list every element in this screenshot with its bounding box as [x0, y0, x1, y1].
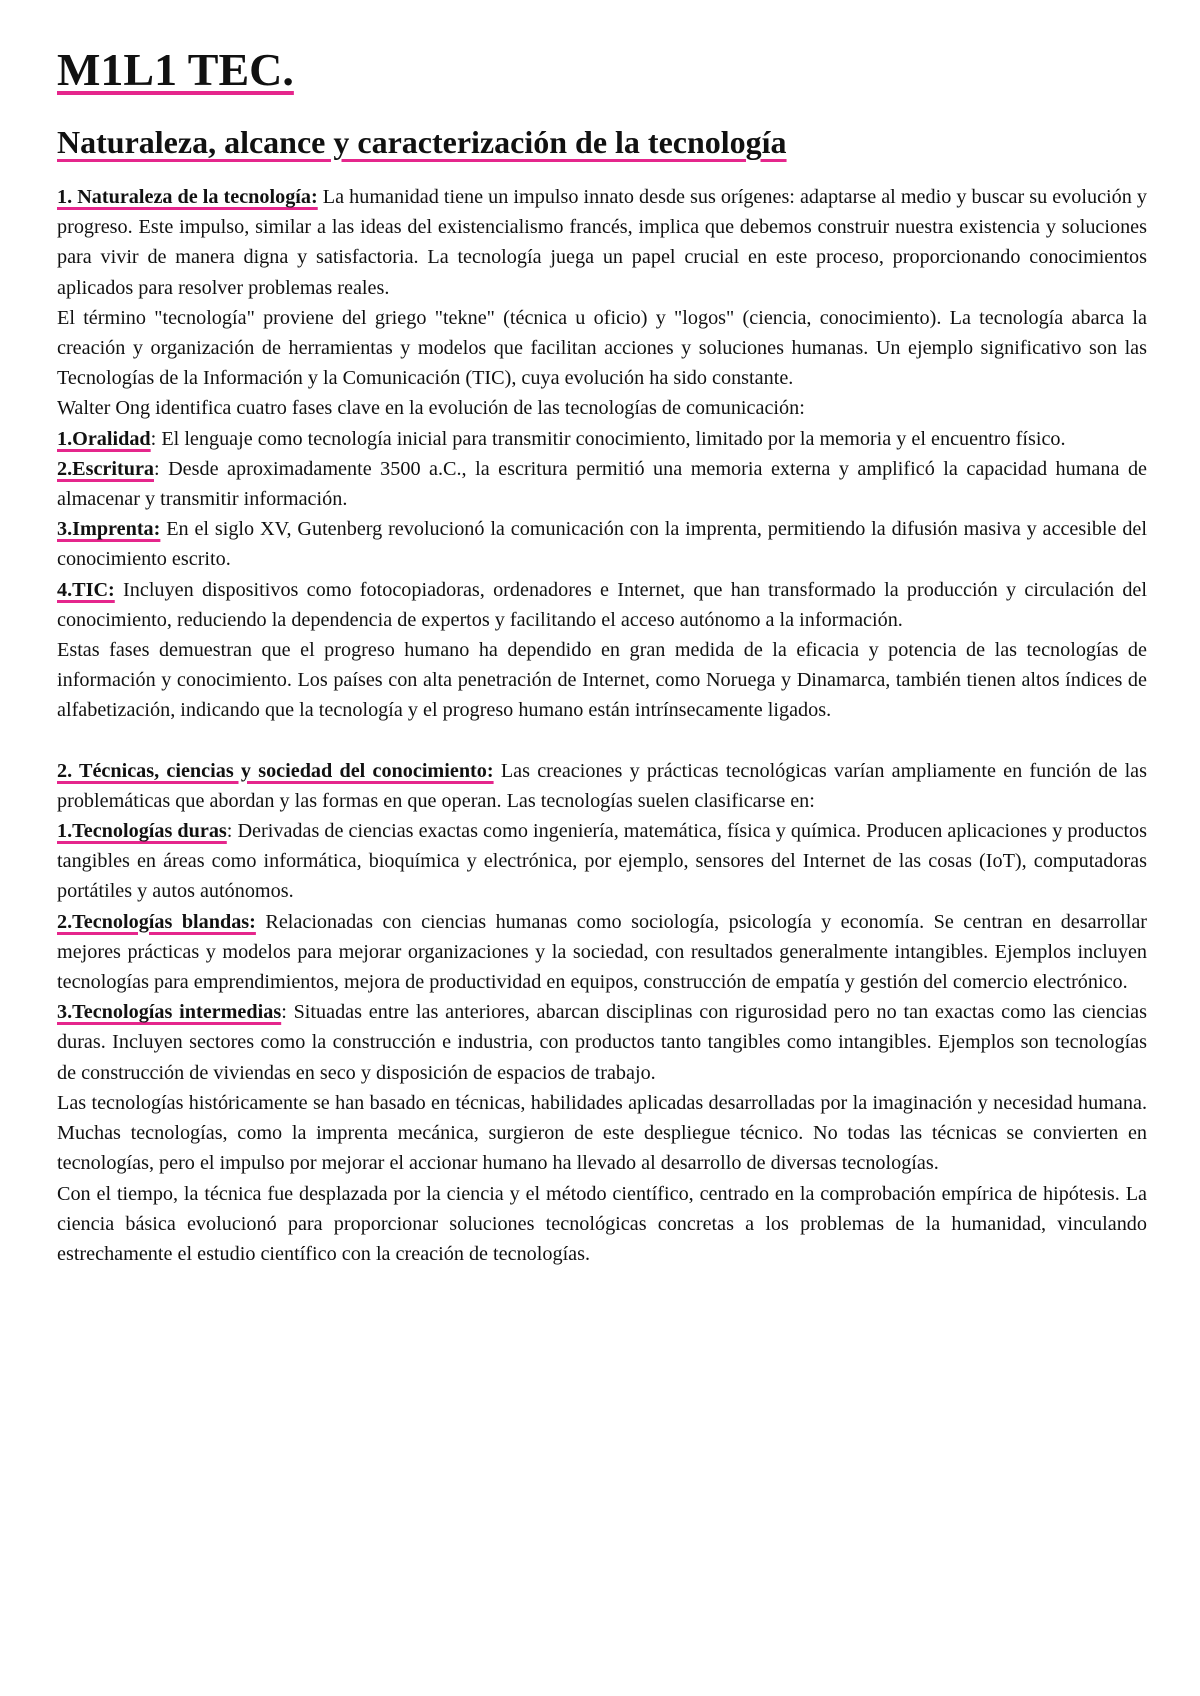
document-page — [57, 42, 1147, 1269]
tech-type-item: 1.Tecnologías duras: Derivadas de ciencias exactas como ingeniería, matemática, física y química. Producen aplicaciones y productos tangibles en áreas como informática, bioquímica y electrónica, por ejemplo, sensores del Internet de las cosas (IoT), computadoras portátiles y autos autónomos. — [57, 820, 1147, 903]
tech-type-item: 2.Tecnologías blandas: Relacionadas con ciencias humanas como sociología, psicología y economía. Se centran en desarrollar mejores prácticas y modelos para mejorar organizaciones y la sociedad, con resultados generalmente intangibles. Ejemplos incluyen tecnologías para emprendimientos, mejora de productividad en equipos, construcción de empatía y gestión del comercio electrónico. — [57, 910, 1148, 994]
phase-item: 1.Oralidad: El lenguaje como tecnología inicial para transmitir conocimiento, limitado por la memoria y el encuentro físico. — [57, 427, 1066, 450]
tech-type-item: 3.Tecnologías intermedias: Situadas entre las anteriores, abarcan disciplinas con rigurosidad pero no tan exactas como las ciencias duras. Incluyen sectores como la construcción e industria, con productos tanto tangibles como intangibles. Ejemplos son tecnologías de construcción de viviendas en seco y disposición de espacios de trabajo. — [57, 1001, 1147, 1084]
phase-label: 2.Escritura — [57, 457, 154, 480]
section-1-heading: 1. Naturaleza de la tecnología: — [57, 186, 318, 208]
tech-type-label: 1.Tecnologías duras — [57, 820, 227, 843]
phase-item: 3.Imprenta: En el siglo XV, Gutenberg revolucionó la comunicación con la imprenta, permitiendo la difusión masiva y accesible del conocimiento escrito. — [57, 518, 1147, 571]
phase-label: 4.TIC: — [57, 578, 115, 601]
tech-type-label: 3.Tecnologías intermedias — [57, 1001, 282, 1024]
section-2-heading: 2. Técnicas, ciencias y sociedad del conocimiento: — [57, 759, 494, 782]
paragraph: Las tecnologías históricamente se han basado en técnicas, habilidades aplicadas desarrolladas por la imaginación y necesidad humana. Muchas tecnologías, como la imprenta mecánica, surgieron de este despliegue técnico. No todas las técnicas se convierten en tecnologías, pero el impulso por mejorar el accionar humano ha llevado al desarrollo de diversas tecnologías. — [57, 1091, 1147, 1175]
document-title: M1L1 TEC. — [57, 44, 294, 95]
paragraph: Estas fases demuestran que el progreso humano ha dependido en gran medida de la eficacia y potencia de las tecnologías de información y conocimiento. Los países con alta penetración de Internet, como Noruega y Dinamarca, también tienen altos índices de alfabetización, indicando que la tecnología y el progreso humano están intrínsecamente ligados. — [57, 639, 1147, 722]
phase-label: 3.Imprenta: — [57, 518, 161, 541]
document-body — [57, 182, 1147, 1269]
paragraph: Con el tiempo, la técnica fue desplazada por la ciencia y el método científico, centrado en la comprobación empírica de hipótesis. La ciencia básica evolucionó para proporcionar soluciones tecnológicas concretas a los problemas de la humanidad, vinculando estrechamente el estudio científico con la creación de tecnologías. — [57, 1182, 1147, 1265]
phase-item: 4.TIC: Incluyen dispositivos como fotocopiadoras, ordenadores e Internet, que han transformado la producción y circulación del conocimiento, reduciendo la dependencia de expertos y facilitando el acceso autónomo a la información. — [57, 578, 1147, 631]
phase-label: 1.Oralidad — [57, 427, 151, 450]
section-spacer — [57, 726, 1147, 756]
paragraph: El término "tecnología" proviene del griego "tekne" (técnica u oficio) y "logos" (ciencia, conocimiento). La tecnología abarca la creación y organización de herramientas y modelos que facilitan acciones y soluciones humanas. Un ejemplo significativo son las Tecnologías de la Información y la Comunicación (TIC), cuya evolución ha sido constante. — [57, 306, 1147, 390]
section-2-intro: 2. Técnicas, ciencias y sociedad del conocimiento: Las creaciones y prácticas tecnológicas varían ampliamente en función de las problemáticas que abordan y las formas en que operan. Las tecnologías suelen clasificarse en: — [57, 759, 1147, 812]
paragraph: Walter Ong identifica cuatro fases clave en la evolución de las tecnologías de comunicación: — [57, 397, 805, 420]
phase-item: 2.Escritura: Desde aproximadamente 3500 a.C., la escritura permitió una memoria externa y amplificó la capacidad humana de almacenar y transmitir información. — [57, 457, 1147, 511]
document-subtitle: Naturaleza, alcance y caracterización de la tecnología — [57, 124, 787, 160]
tech-type-label: 2.Tecnologías blandas: — [57, 910, 256, 933]
section-1-intro: 1. Naturaleza de la tecnología: La humanidad tiene un impulso innato desde sus orígenes: adaptarse al medio y buscar su evolución y progreso. Este impulso, similar a las ideas del existencialismo francés, implica que debemos construir nuestra existencia y soluciones para vivir de manera digna y satisfactoria. La tecnología juega un papel crucial en este proceso, proporcionando conocimientos aplicados para resolver problemas reales. — [57, 186, 1148, 299]
